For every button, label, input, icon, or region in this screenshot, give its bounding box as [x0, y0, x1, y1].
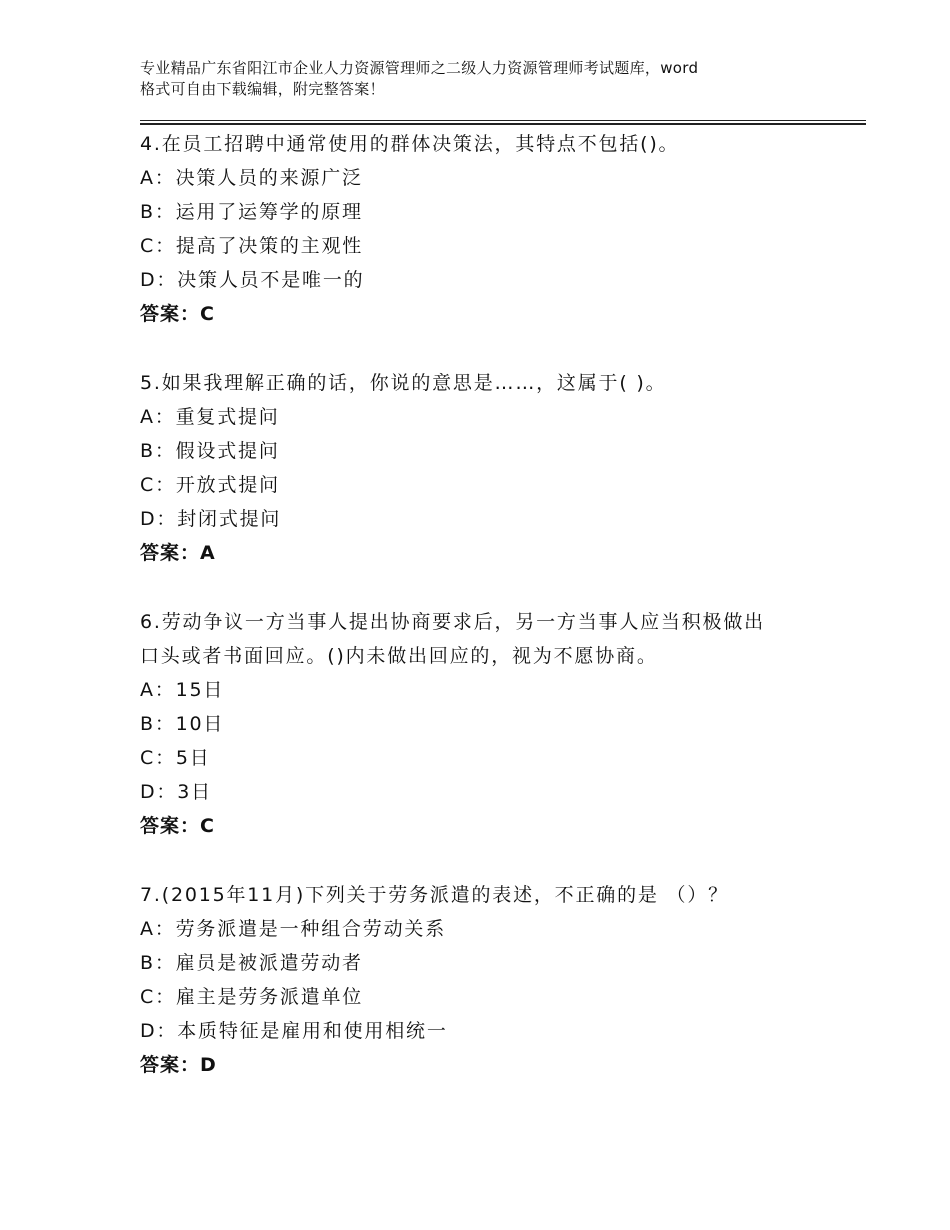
question-stem: 7.(2015年11月)下列关于劳务派遣的表述，不正确的是 （）？ — [140, 884, 729, 906]
question-4 — [140, 127, 820, 331]
answer: 答案：A — [140, 542, 216, 564]
question-stem-line-1: 6.劳动争议一方当事人提出协商要求后，另一方当事人应当积极做出 — [140, 611, 765, 633]
option-a: A：15日 — [140, 679, 225, 701]
option-c: C：开放式提问 — [140, 474, 280, 496]
option-a: A：决策人员的来源广泛 — [140, 167, 363, 189]
option-a: A：重复式提问 — [140, 406, 280, 428]
header-divider-thin — [140, 120, 866, 121]
question-stem — [140, 605, 820, 673]
question-stem: 4.在员工招聘中通常使用的群体决策法，其特点不包括()。 — [140, 133, 680, 155]
option-d: D：封闭式提问 — [140, 508, 282, 530]
option-c: C：5日 — [140, 747, 211, 769]
option-d: D：决策人员不是唯一的 — [140, 269, 365, 291]
header-divider-thick — [140, 123, 866, 125]
question-6 — [140, 605, 820, 843]
option-a: A：劳务派遣是一种组合劳动关系 — [140, 918, 446, 940]
answer: 答案：C — [140, 303, 215, 325]
option-d: D：3日 — [140, 781, 212, 803]
option-b: B：假设式提问 — [140, 440, 280, 462]
document-header — [140, 58, 830, 100]
option-b: B：10日 — [140, 713, 225, 735]
option-c: C：雇主是劳务派遣单位 — [140, 986, 364, 1008]
option-b: B：雇员是被派遣劳动者 — [140, 952, 363, 974]
question-stem-line-2: 口头或者书面回应。()内未做出回应的，视为不愿协商。 — [140, 645, 658, 667]
option-c: C：提高了决策的主观性 — [140, 235, 364, 257]
question-stem: 5.如果我理解正确的话，你说的意思是……，这属于( )。 — [140, 372, 667, 394]
answer: 答案：D — [140, 1054, 217, 1076]
option-b: B：运用了运筹学的原理 — [140, 201, 363, 223]
option-d: D：本质特征是雇用和使用相统一 — [140, 1020, 448, 1042]
header-line-2: 格式可自由下载编辑，附完整答案！ — [140, 80, 385, 98]
header-line-1: 专业精品广东省阳江市企业人力资源管理师之二级人力资源管理师考试题库，word — [140, 59, 699, 77]
question-7 — [140, 878, 820, 1082]
question-5 — [140, 366, 820, 570]
answer: 答案：C — [140, 815, 215, 837]
